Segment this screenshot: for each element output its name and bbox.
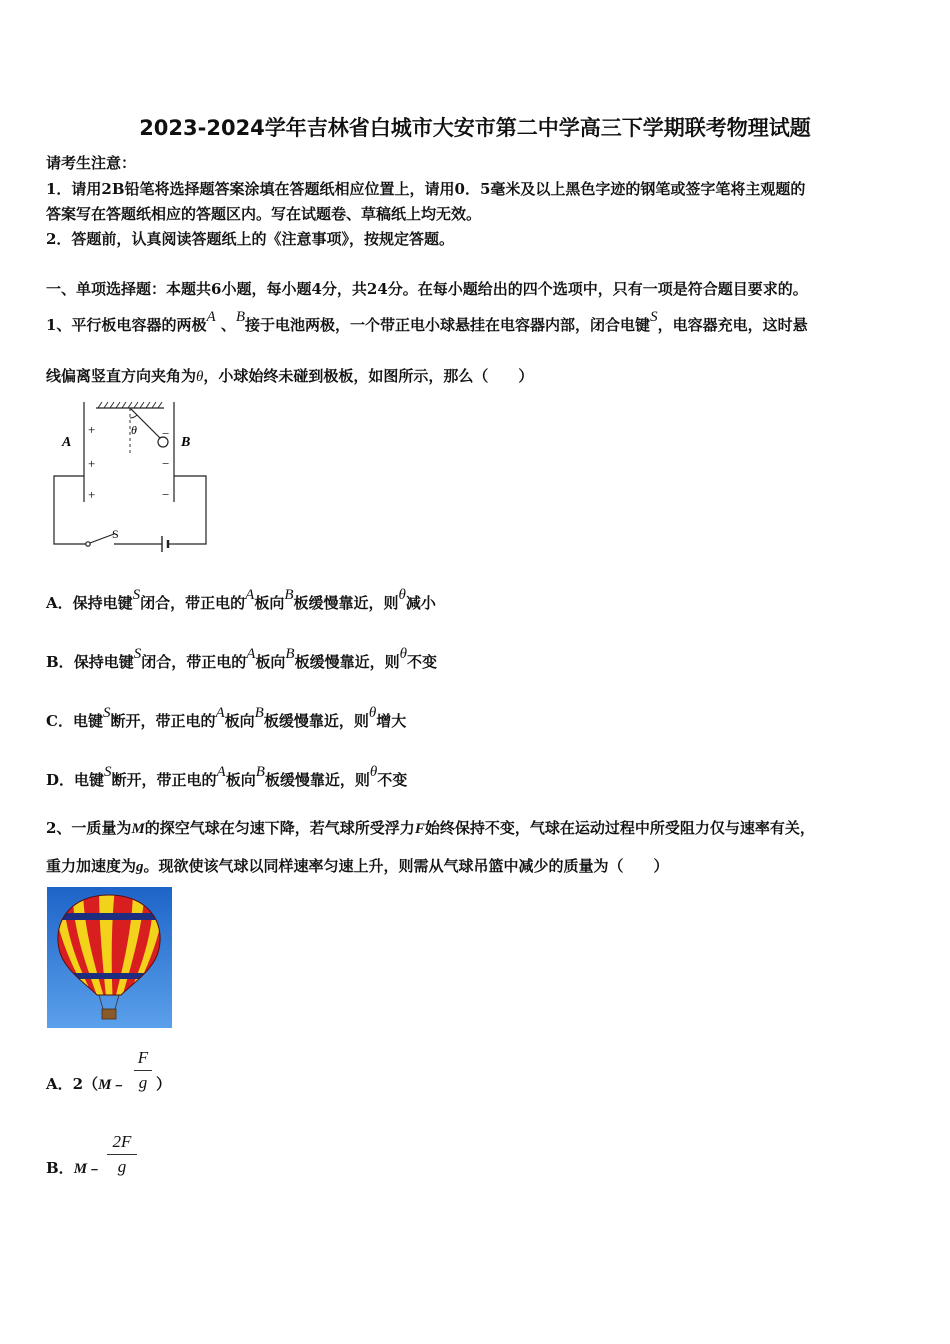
q2-var-F: F <box>414 821 425 837</box>
q1-var-A: A <box>206 309 216 325</box>
q2-text: 始终保持不变，气球在运动过程中所受阻力仅与速率有关， <box>424 819 815 837</box>
hot-air-balloon-image <box>47 887 172 1028</box>
option-text: 不变 <box>406 653 437 671</box>
section-heading: 一、单项选择题：本题共6小题，每小题4分，共24分。在每小题给出的四个选项中，只有一项是符合题目要求的。 <box>46 280 808 298</box>
option-minus: ﹣ <box>111 1075 127 1093</box>
option-text: 板向 <box>255 653 286 671</box>
option-text: 电键 <box>72 712 103 730</box>
q2-option-b[interactable] <box>46 1157 102 1178</box>
option-text: 断开，带正电的 <box>111 771 217 789</box>
option-var-M: M <box>98 1077 112 1093</box>
option-var-B: B <box>285 646 295 662</box>
option-var-B: B <box>255 764 265 780</box>
option-text: 2（ <box>72 1075 99 1093</box>
option-var-S: S <box>104 764 112 780</box>
option-text: 板向 <box>224 712 255 730</box>
q1-option-a[interactable] <box>46 587 436 613</box>
option-var-A: A <box>245 587 255 603</box>
option-text: 保持电键 <box>73 653 134 671</box>
option-letter: A． <box>46 1075 73 1093</box>
option-var-theta: θ <box>369 764 378 780</box>
q1-text-4: 线偏离竖直方向夹角为 <box>46 367 197 385</box>
q1-line1 <box>46 309 808 335</box>
capacitor-diagram <box>50 398 215 554</box>
option-var-A: A <box>215 705 225 721</box>
plus-sign: + <box>88 422 96 437</box>
fraction-2F-over-g <box>107 1132 137 1177</box>
notice-item2: 2．答题前，认真阅读答题纸上的《注意事项》，按规定答题。 <box>46 230 454 248</box>
q2-text: 。现欲使该气球以同样速率匀速上升，则需从气球吊篮中减少的质量为（ ） <box>143 857 669 875</box>
fraction-numerator: F <box>137 1048 149 1067</box>
plus-sign: + <box>88 456 96 471</box>
option-var-theta: θ <box>398 587 406 603</box>
option-text: 不变 <box>377 771 408 789</box>
q1-option-c[interactable] <box>46 705 407 731</box>
q2-option-a-close: ） <box>156 1075 172 1093</box>
switch-S-label: S <box>112 527 119 541</box>
q1-text-1: 1、平行板电容器的两极 <box>46 316 207 334</box>
plate-B-label: B <box>181 435 191 450</box>
option-var-B: B <box>254 705 264 721</box>
notice-heading: 请考生注意： <box>46 154 137 172</box>
option-text: 板向 <box>225 771 256 789</box>
q1-text-2: 接于电池两极，一个带正电小球悬挂在电容器内部，闭合电键 <box>245 316 651 334</box>
q1-var-theta: θ <box>196 369 204 385</box>
option-text: 板缓慢靠近，则 <box>264 771 370 789</box>
q2-text: 的探空气球在匀速下降，若气球所受浮力 <box>144 819 415 837</box>
fraction-denominator: g <box>117 1157 127 1176</box>
option-letter: A． <box>46 594 73 612</box>
option-text: 保持电键 <box>72 594 133 612</box>
q2-text: 2、一质量为 <box>46 819 132 837</box>
q1-option-b[interactable] <box>46 646 437 672</box>
option-text: 增大 <box>376 712 407 730</box>
option-letter: D． <box>46 771 75 789</box>
option-var-A: A <box>246 646 256 662</box>
q2-var-g: g <box>136 859 144 875</box>
option-minus: ﹣ <box>87 1159 103 1177</box>
option-text: 板缓慢靠近，则 <box>294 653 400 671</box>
option-letter: B． <box>46 1159 74 1177</box>
q1-option-d[interactable] <box>46 764 408 790</box>
option-text: 闭合，带正电的 <box>140 594 246 612</box>
notice-item1-line2: 答案写在答题纸相应的答题区内。写在试题卷、草稿纸上均无效。 <box>46 205 482 223</box>
q2-line2 <box>46 855 669 876</box>
fraction-numerator: 2F <box>112 1132 132 1151</box>
plate-A-label: A <box>62 435 72 450</box>
option-text: 断开，带正电的 <box>110 712 216 730</box>
option-text: 板向 <box>254 594 285 612</box>
option-text: 减小 <box>405 594 436 612</box>
q2-line1 <box>46 817 815 838</box>
option-letter: B． <box>46 653 74 671</box>
option-text: 板缓慢靠近，则 <box>263 712 369 730</box>
option-var-B: B <box>284 587 294 603</box>
minus-sign: − <box>162 456 170 471</box>
option-var-theta: θ <box>368 705 377 721</box>
notice-item1-line1: 1．请用2B铅笔将选择题答案涂填在答题纸相应位置上，请用0．5毫米及以上黑色字迹的钢笔或签字笔将主观题的 <box>46 180 806 198</box>
option-var-theta: θ <box>399 646 407 662</box>
option-text: 板缓慢靠近，则 <box>293 594 399 612</box>
q1-var-B: B <box>235 309 246 325</box>
option-letter: C． <box>46 712 73 730</box>
q1-text-3: ，电容器充电，这时悬 <box>657 316 808 334</box>
q2-var-M: M <box>131 821 145 837</box>
plus-sign: + <box>88 487 96 502</box>
option-text: 电键 <box>74 771 105 789</box>
option-var-S: S <box>102 705 111 721</box>
minus-sign: − <box>162 426 170 441</box>
page-title: 2023-2024学年吉林省白城市大安市第二中学高三下学期联考物理试题 <box>139 116 811 140</box>
option-var-A: A <box>216 764 226 780</box>
fraction-denominator: g <box>138 1073 148 1092</box>
option-var-M: M <box>73 1161 88 1177</box>
q1-text-5: ，小球始终未碰到极板，如图所示，那么（ ） <box>203 367 534 385</box>
q1-var-S: S <box>650 309 658 325</box>
q2-text: 重力加速度为 <box>46 857 137 875</box>
option-var-S: S <box>133 646 142 662</box>
q1-line2 <box>46 365 533 386</box>
q1-sep: 、 <box>220 316 236 334</box>
option-text: 闭合，带正电的 <box>141 653 247 671</box>
option-var-S: S <box>132 587 141 603</box>
minus-sign: − <box>162 487 170 502</box>
angle-theta-label: θ <box>131 423 137 437</box>
fraction-F-over-g <box>134 1048 152 1093</box>
q2-option-a[interactable] <box>46 1073 126 1094</box>
